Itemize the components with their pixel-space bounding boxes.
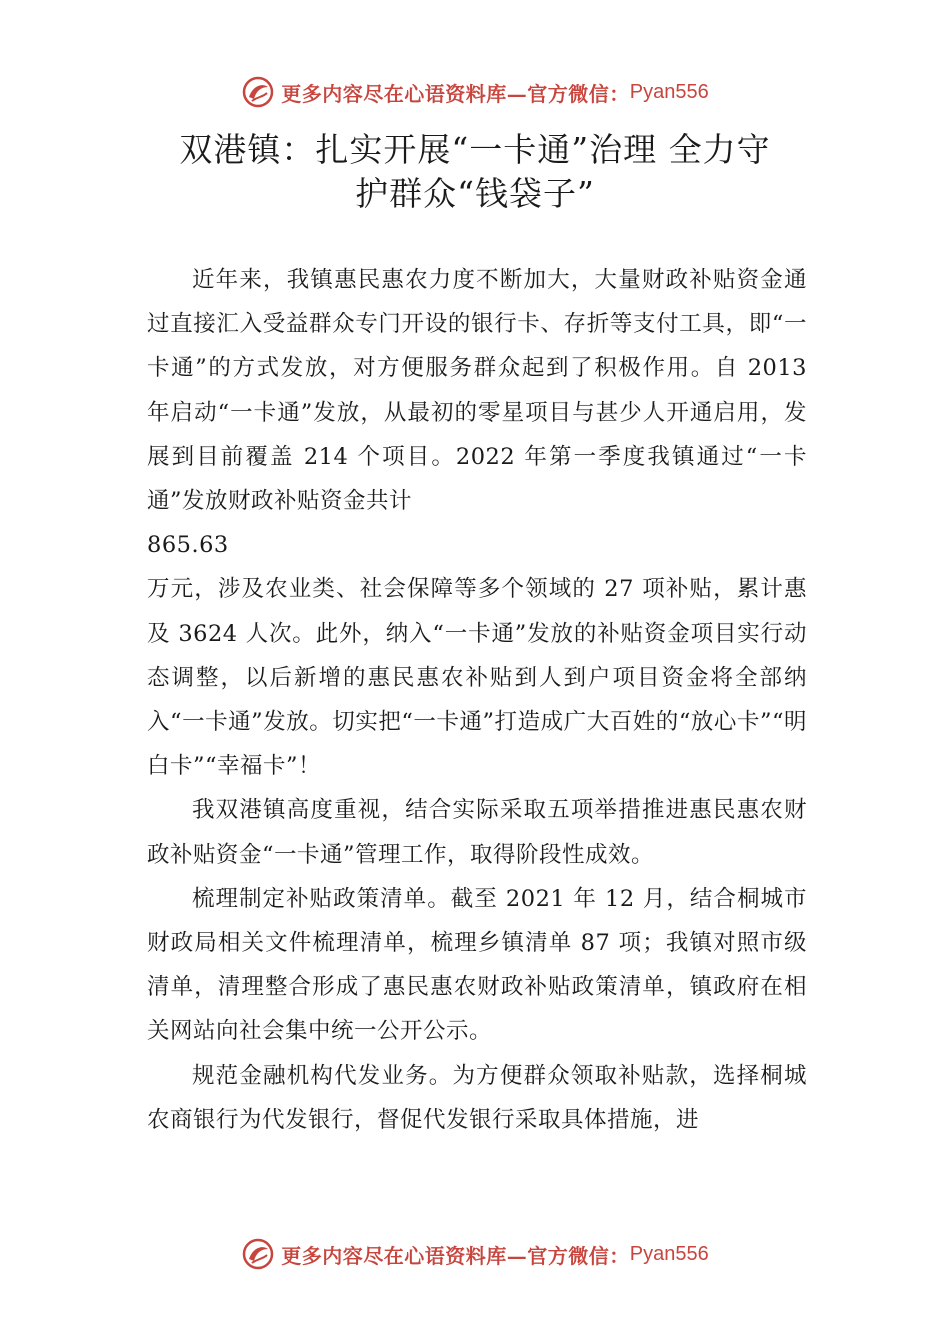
banner-wechat-id: Pyan556 [629, 1242, 709, 1265]
banner-text: 更多内容尽在心语资料库—官方微信： [281, 81, 630, 106]
title-line-2: 护群众“钱袋子” [355, 174, 595, 213]
title-line-1: 双港镇：扎实开展“一卡通”治理 全力守 [179, 130, 771, 169]
paragraph-3: 梳理制定补贴政策清单。截至 2021 年 12 月，结合桐城市财政局相关文件梳理清单，梳理乡镇清单 87 项；我镇对照市级清单，清理整合形成了惠民惠农财政补贴政策清单，镇政府在相关网站向社会集中统一公开公示。 [147, 885, 807, 1045]
header-watermark-banner [0, 70, 950, 114]
paragraph-number-line: 865.63 [147, 532, 229, 559]
document-body [147, 258, 807, 1142]
paragraph-1: 近年来，我镇惠民惠农力度不断加大，大量财政补贴资金通过直接汇入受益群众专门开设的银行卡、存折等支付工具，即“一卡通”的方式发放，对方便服务群众起到了积极作用。自 2013 年启动“一卡通”发放，从最初的零星项目与甚少人开通启用，发展到目前覆盖 214 个项目。2022 年第一季度我镇通过“一卡通”发放财政补贴资金共计 [147, 267, 807, 515]
paragraph-2: 我双港镇高度重视，结合实际采取五项举措推进惠民惠农财政补贴资金“一卡通”管理工作，取得阶段性成效。 [147, 797, 807, 868]
banner-wechat-id: Pyan556 [629, 80, 709, 103]
red-swirl-logo-icon [241, 1237, 275, 1271]
document-title [130, 128, 820, 216]
paragraph-4: 规范金融机构代发业务。为方便群众领取补贴款，选择桐城农商银行为代发银行，督促代发银行采取具体措施，进 [147, 1062, 807, 1133]
red-swirl-logo-icon [241, 75, 275, 109]
footer-watermark-banner [0, 1232, 950, 1276]
paragraph-continued: 万元，涉及农业类、社会保障等多个领域的 27 项补贴，累计惠及 3624 人次。此外，纳入“一卡通”发放的补贴资金项目实行动态调整，以后新增的惠民惠农补贴到人到户项目资金将全部纳入“一卡通”发放。切实把“一卡通”打造成广大百姓的“放心卡”“明白卡”“幸福卡”！ [147, 576, 807, 780]
banner-text: 更多内容尽在心语资料库—官方微信： [281, 1243, 630, 1268]
